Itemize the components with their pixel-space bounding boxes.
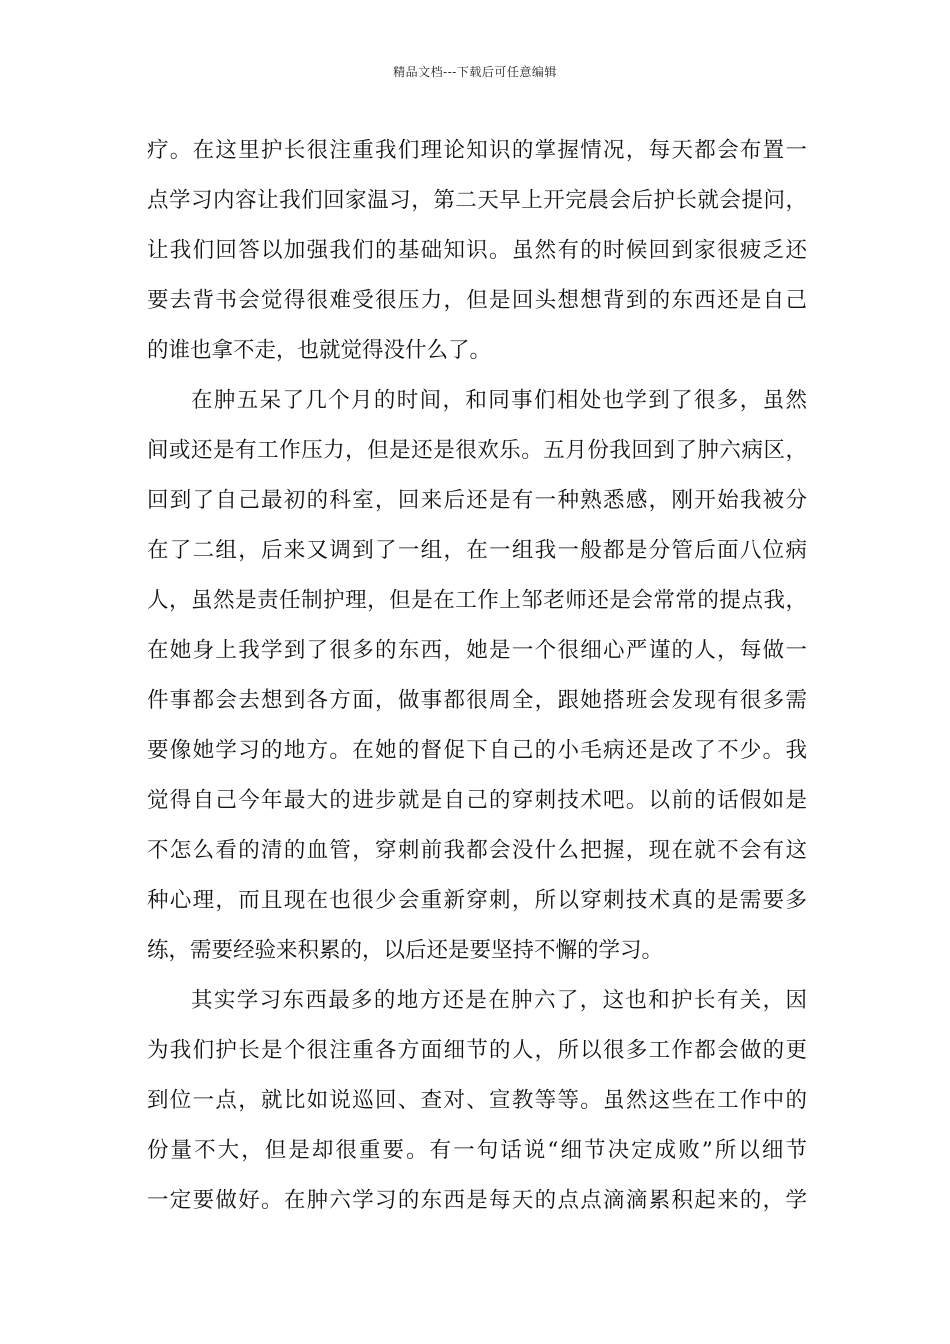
text-line: 要去背书会觉得很难受很压力，但是回头想想背到的东西还是自己 xyxy=(147,288,807,313)
text-line: 份量不大，但是却很重要。有一句话说“细节决定成败”所以细节 xyxy=(147,1138,807,1163)
text-line: 间或还是有工作压力，但是还是很欢乐。五月份我回到了肿六病区， xyxy=(147,438,807,463)
text-line: 练，需要经验来积累的，以后还是要坚持不懈的学习。 xyxy=(147,938,664,963)
text-line: 件事都会去想到各方面，做事都很周全，跟她搭班会发现有很多需 xyxy=(147,688,807,713)
text-line: 不怎么看的清的血管，穿刺前我都会没什么把握，现在就不会有这 xyxy=(147,838,807,863)
text-line: 疗。在这里护长很注重我们理论知识的掌握情况，每天都会布置一 xyxy=(147,138,807,163)
text-line: 人，虽然是责任制护理，但是在工作上邹老师还是会常常的提点我， xyxy=(147,588,807,613)
text-line: 让我们回答以加强我们的基础知识。虽然有的时候回到家很疲乏还 xyxy=(147,238,807,263)
text-line: 觉得自己今年最大的进步就是自己的穿刺技术吧。以前的话假如是 xyxy=(147,788,807,813)
text-line: 在她身上我学到了很多的东西，她是一个很细心严谨的人，每做一 xyxy=(147,638,807,663)
text-line: 点学习内容让我们回家温习，第二天早上开完晨会后护长就会提问， xyxy=(147,188,807,213)
text-line: 在肿五呆了几个月的时间，和同事们相处也学到了很多，虽然 xyxy=(191,388,807,413)
text-line: 到位一点，就比如说巡回、查对、宣教等等。虽然这些在工作中的 xyxy=(147,1088,807,1113)
text-line: 一定要做好。在肿六学习的东西是每天的点点滴滴累积起来的，学 xyxy=(147,1188,807,1213)
page-header: 精品文档---下载后可任意编辑 xyxy=(393,65,557,79)
text-line: 的谁也拿不走，也就觉得没什么了。 xyxy=(147,338,492,363)
text-line: 要像她学习的地方。在她的督促下自己的小毛病还是改了不少。我 xyxy=(147,738,807,763)
text-line: 其实学习东西最多的地方还是在肿六了，这也和护长有关，因 xyxy=(191,988,807,1013)
document-body xyxy=(147,126,807,1226)
text-line: 回到了自己最初的科室，回来后还是有一种熟悉感，刚开始我被分 xyxy=(147,488,807,513)
text-line: 为我们护长是个很注重各方面细节的人，所以很多工作都会做的更 xyxy=(147,1038,807,1063)
text-line: 在了二组，后来又调到了一组，在一组我一般都是分管后面八位病 xyxy=(147,538,807,563)
text-line: 种心理，而且现在也很少会重新穿刺，所以穿刺技术真的是需要多 xyxy=(147,888,807,913)
